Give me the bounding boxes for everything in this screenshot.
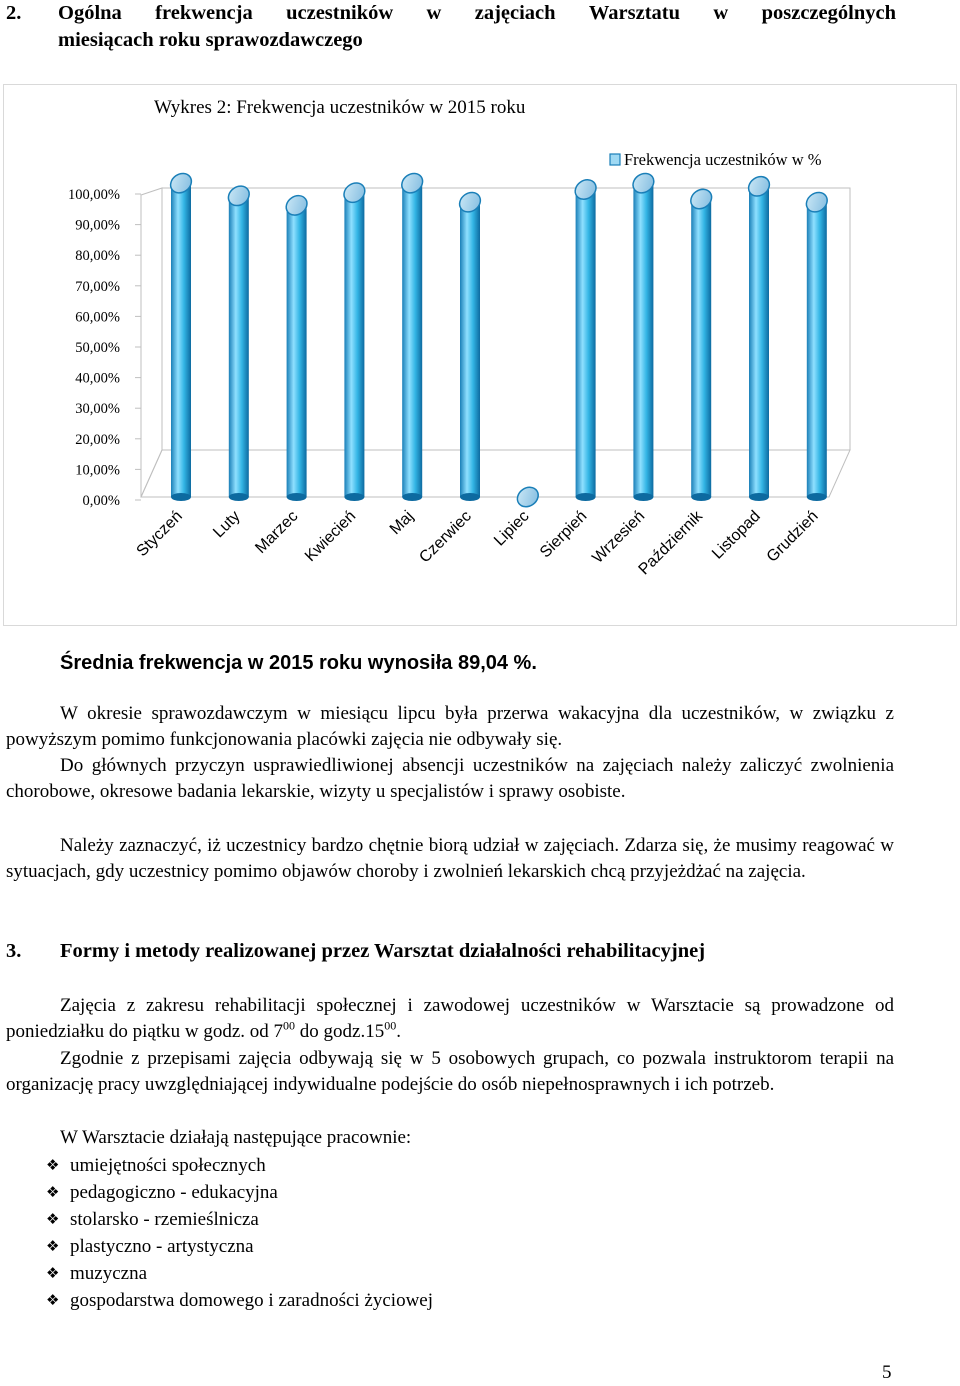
x-tick-label: Wrzesień (589, 507, 649, 567)
heading-line-2: miesiącach roku sprawozdawczego (58, 29, 363, 51)
y-tick-label: 100,00% (68, 187, 120, 203)
section-3-heading (6, 940, 705, 963)
paragraph-text: Do głównych przyczyn usprawiedliwionej absencji uczestników na zajęciach należy zaliczyć zwolnienia chorobowe, okresowe badania lekarskie, wizyty u specjalistów i sprawy osobiste. (6, 755, 894, 802)
list-item-label: stolarsko - rzemieślnicza (70, 1209, 259, 1230)
list-item (46, 1287, 433, 1314)
schedule-text: Zajęcia z zakresu rehabilitacji społecznej i zawodowej uczestników w Warsztacie są prowadzone od poniedziałku do piątku w godz. od 7 (6, 995, 894, 1042)
bar-cylinder (576, 190, 596, 497)
paragraph-absence-reasons (6, 753, 894, 805)
page-number: 5 (882, 1362, 892, 1383)
paragraph-july-break (6, 701, 894, 753)
section-number: 3. (6, 940, 22, 962)
bar-cylinder (344, 193, 364, 497)
diamond-bullet-icon: ❖ (46, 1237, 60, 1255)
paragraph-text: Należy zaznaczyć, iż uczestnicy bardzo chętnie biorą udział w zajęciach. Zdarza się, że musimy reagować w sytuacjach, gdy uczestnicy pomimo objawów choroby i zwolnień lekarskich chcą przyjeżdżać na zajęcia. (6, 835, 894, 882)
list-item (46, 1152, 433, 1179)
chart-back-wall (162, 188, 850, 450)
y-tick-label: 40,00% (75, 370, 120, 387)
schedule-text: . (396, 1021, 401, 1042)
bar-base (344, 493, 364, 501)
bar-base (807, 493, 827, 501)
section-title: Formy i metody realizowanej przez Warsztat działalności rehabilitacyjnej (60, 940, 706, 962)
x-tick-label: Luty (210, 507, 244, 542)
y-tick-label: 30,00% (75, 401, 120, 418)
heading-word: Warsztatu (588, 2, 681, 24)
list-item (46, 1206, 433, 1233)
list-item-label: muzyczna (70, 1263, 148, 1284)
list-item-label: pedagogiczno - edukacyjna (70, 1182, 278, 1203)
workshop-list (46, 1152, 433, 1314)
list-item-label: gospodarstwa domowego i zaradności życiowej (70, 1290, 434, 1311)
x-tick-label: Sierpień (536, 507, 591, 562)
bar-cylinder (807, 202, 827, 497)
y-tick-label: 80,00% (75, 248, 120, 265)
diamond-bullet-icon: ❖ (46, 1291, 60, 1309)
diamond-bullet-icon: ❖ (46, 1210, 60, 1228)
x-tick-label: Marzec (252, 507, 302, 557)
bar-base (576, 493, 596, 501)
list-item-label: plastyczno - artystyczna (70, 1236, 254, 1257)
x-tick-label: Maj (386, 507, 418, 539)
x-tick-label: Czerwiec (416, 507, 475, 567)
heading-word: uczestników (286, 2, 394, 24)
paragraph-workshops-intro (6, 1125, 894, 1151)
x-tick-label: Kwiecień (301, 507, 360, 566)
bar-cylinder (402, 183, 422, 497)
list-item (46, 1233, 433, 1260)
diamond-bullet-icon: ❖ (46, 1156, 60, 1174)
heading-word: Ogólna (58, 2, 122, 24)
y-tick-label: 10,00% (75, 462, 120, 479)
x-tick-label: Grudzień (763, 507, 822, 566)
bar-base (749, 493, 769, 501)
superscript: 00 (384, 1018, 397, 1033)
list-item-label: umiejętności społecznych (70, 1155, 266, 1176)
schedule-text: do godz.15 (295, 1021, 385, 1042)
bar-base (633, 493, 653, 501)
y-tick-label: 70,00% (75, 278, 120, 295)
bar-cylinder (171, 183, 191, 497)
y-tick-label: 20,00% (75, 431, 120, 448)
paragraph-text: Zgodnie z przepisami zajęcia odbywają się w 5 osobowych grupach, co pozwala instruktorom terapii na organizację pracy uwzględniającej indywidualne podejście do osób niepełnosprawnych i ich potrzeb. (6, 1048, 894, 1095)
bar-base (287, 493, 307, 501)
heading-word: frekwencja (155, 2, 253, 24)
bar-cylinder (749, 186, 769, 497)
x-tick-label: Styczeń (133, 507, 186, 561)
paragraph-schedule (6, 993, 894, 1045)
chart-title: Wykres 2: Frekwencja uczestników w 2015 roku (154, 97, 526, 118)
heading-word: w (426, 2, 442, 24)
diamond-bullet-icon: ❖ (46, 1264, 60, 1282)
heading-word: w (713, 2, 729, 24)
bar-cylinder (460, 202, 480, 497)
bar-cylinder (691, 199, 711, 497)
average-attendance: Średnia frekwencja w 2015 roku wynosiła 89,04 %. (60, 652, 537, 674)
chart-side-wall (141, 188, 162, 497)
superscript: 00 (283, 1018, 296, 1033)
legend-label: Frekwencja uczestników w % (624, 150, 822, 169)
section-number: 2. (6, 2, 22, 24)
list-item (46, 1179, 433, 1206)
bar-base (171, 493, 191, 501)
bar-base (229, 493, 249, 501)
paragraph-eager-participants (6, 833, 894, 885)
chart-frame (3, 84, 957, 626)
heading-word: zajęciach (474, 2, 556, 24)
list-item (46, 1260, 433, 1287)
bar-base (691, 493, 711, 501)
paragraph-groups (6, 1046, 894, 1098)
y-tick-label: 60,00% (75, 309, 120, 326)
diamond-bullet-icon: ❖ (46, 1183, 60, 1201)
bar-cylinder (633, 183, 653, 497)
y-tick-label: 0,00% (82, 493, 120, 509)
heading-line-1 (58, 0, 896, 27)
x-tick-label: Październik (635, 507, 707, 579)
section-2-heading (6, 0, 896, 54)
attendance-chart (4, 85, 956, 625)
heading-word: poszczególnych (761, 2, 896, 24)
bar-cylinder (287, 205, 307, 497)
paragraph-text: W Warsztacie działają następujące pracownie: (60, 1127, 412, 1148)
x-tick-label: Lipiec (491, 507, 533, 550)
y-tick-label: 50,00% (75, 340, 120, 356)
bar-base (402, 493, 422, 501)
x-tick-label: Listopad (709, 507, 764, 563)
bar-cylinder (229, 196, 249, 497)
y-tick-label: 90,00% (75, 217, 120, 234)
paragraph-text: W okresie sprawozdawczym w miesiącu lipcu była przerwa wakacyjna dla uczestników, w związku z powyższym pomimo funkcjonowania placówki zajęcia nie odbywały się. (6, 703, 894, 750)
legend-swatch (610, 154, 620, 165)
bar-cap (514, 483, 542, 510)
bar-base (460, 493, 480, 501)
